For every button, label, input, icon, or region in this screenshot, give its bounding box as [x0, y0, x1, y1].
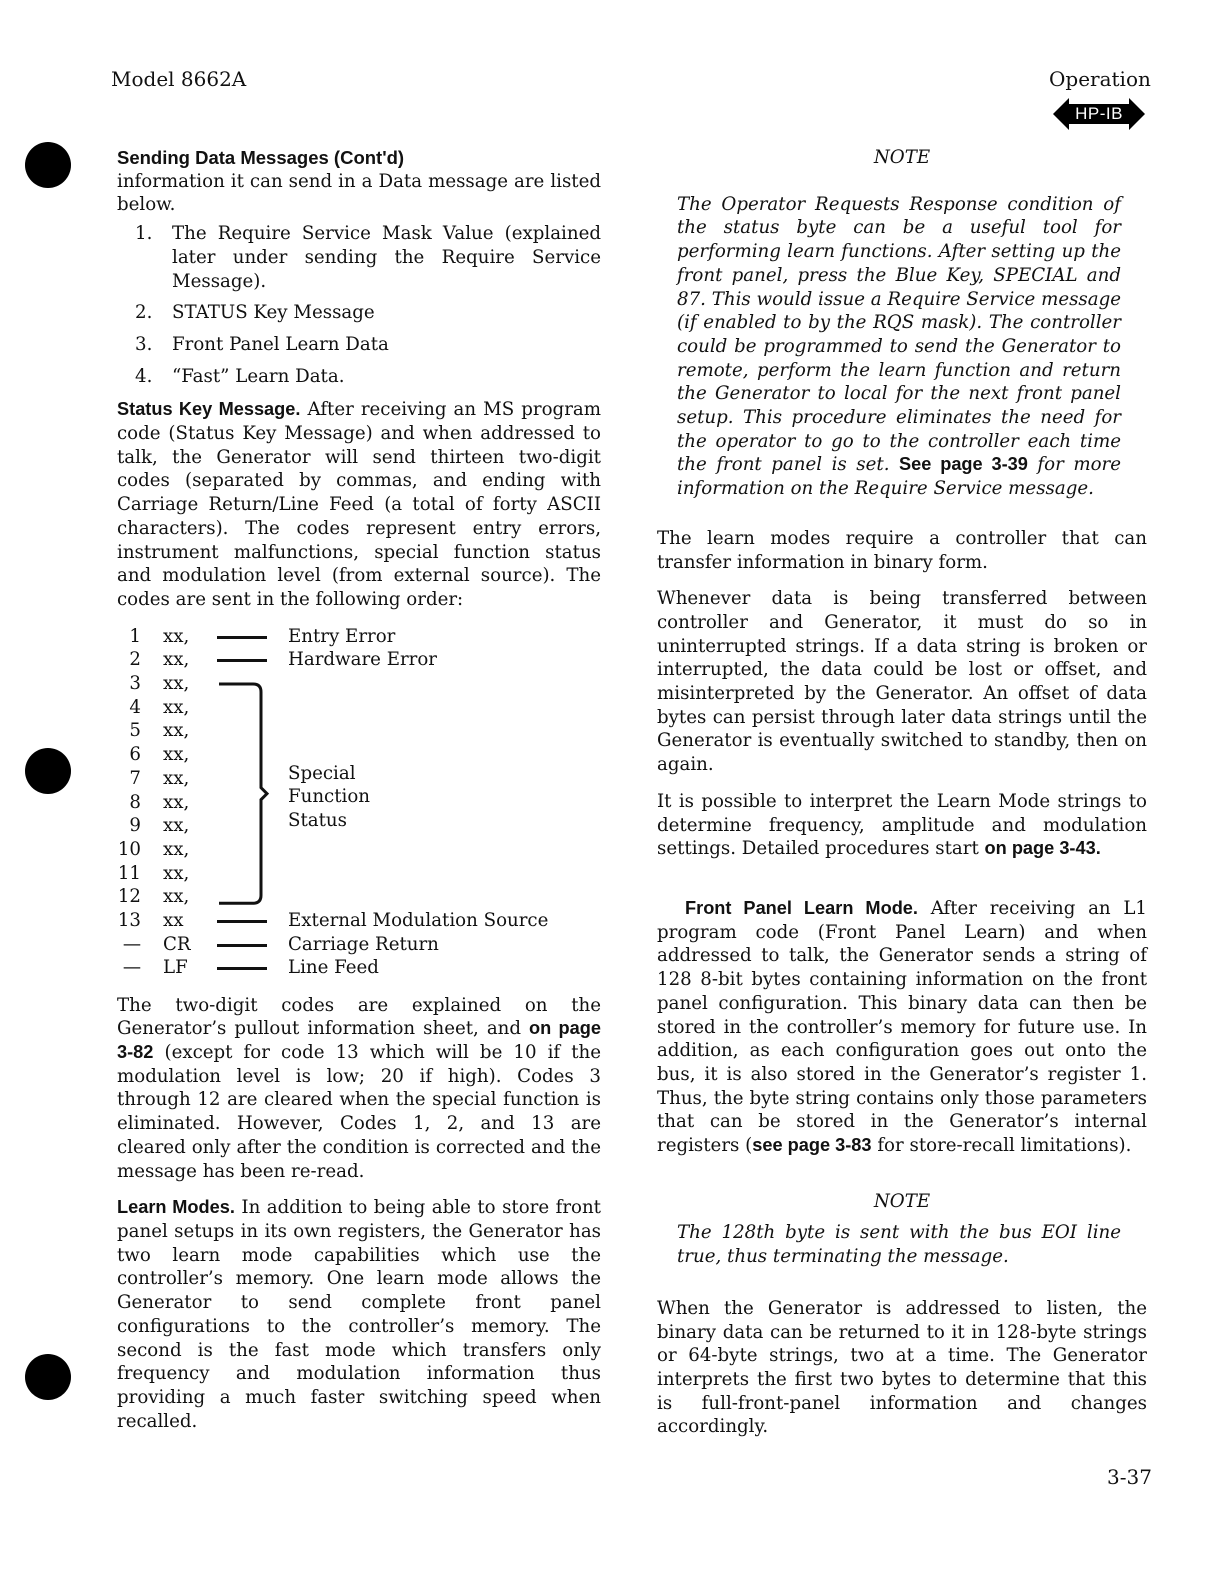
right-column: [657, 146, 1147, 1439]
code-value: xx,: [163, 673, 190, 695]
front-panel-learn-text: After receiving an L1 program code (Front Panel Learn) and when addressed to talk, the Generator sends a string of 128 8-bit bytes containing information on the front panel configuration. This binary data can then be stored in the controller’s memory for future use. In addition, as each configuration goes out onto the bus, it is also stored in the Generator’s register 1. Thus, the byte string contains only those parameters that can be stored in the Generator’s internal registers (: [657, 897, 1147, 1157]
status-key-body: After receiving an MS program code (Status Key Message) and when addressed to talk, the Generator will send thirteen two-digit codes (separated by commas, and ending with Carriage Return/Line Feed (a total of forty ASCII characters). The codes represent entry errors, instrument malfunctions, special function status and modulation level (from external source). The codes are sent in the following order:: [117, 399, 601, 610]
code-label: Hardware Error: [288, 649, 437, 671]
list-item-text: Front Panel Learn Data: [172, 333, 389, 355]
note-body: [657, 193, 1147, 501]
front-panel-learn-paragraph: [657, 897, 1147, 1158]
list-item-number: 1.: [135, 223, 153, 245]
code-index: —: [122, 933, 141, 955]
code-index: —: [122, 957, 141, 979]
status-code-table: [117, 625, 601, 981]
brace-icon: [217, 682, 277, 905]
code-value: xx,: [163, 886, 190, 908]
status-key-title: Status Key Message.: [117, 399, 301, 420]
leader-line: [217, 944, 267, 947]
note-text: for more information on the Require Service message.: [677, 454, 1121, 500]
status-key-paragraph: [117, 398, 601, 611]
note-title: NOTE: [873, 147, 931, 168]
list-item-number: 4.: [135, 365, 153, 387]
brace-label-line: Status: [288, 810, 347, 832]
code-value: xx,: [163, 815, 190, 837]
hp-ib-badge-label: HP-IB: [1075, 104, 1123, 123]
code-index: 11: [117, 862, 141, 884]
code-index: 6: [129, 744, 141, 766]
note-title: NOTE: [873, 1190, 931, 1212]
list-item-text: The Require Service Mask Value (explained later under sending the Require Service Message).: [172, 223, 601, 292]
code-index: 7: [129, 767, 141, 789]
list-item: [117, 333, 601, 357]
code-index: 9: [129, 815, 141, 837]
data-message-list: [117, 222, 601, 388]
code-index: 13: [117, 910, 141, 932]
list-item: [117, 301, 601, 325]
section-header: Operation: [1049, 67, 1151, 91]
code-index: 5: [129, 720, 141, 742]
left-column: [117, 146, 601, 1433]
front-panel-learn-text: for store-recall limitations).: [871, 1135, 1132, 1157]
code-value: xx,: [163, 720, 190, 742]
code-index: 12: [117, 886, 141, 908]
page-reference: on page 3-43.: [984, 838, 1101, 859]
code-index: 3: [129, 673, 141, 695]
hp-ib-badge: [1053, 98, 1145, 130]
leader-line: [217, 636, 267, 639]
binder-hole: [25, 1354, 71, 1400]
learn-modes-title: Learn Modes.: [117, 1197, 235, 1218]
code-label: Carriage Return: [288, 933, 439, 955]
code-value: xx,: [163, 791, 190, 813]
page-reference: see page 3-83: [752, 1135, 872, 1156]
learn-modes-body: In addition to being able to store front panel setups in its own registers, the Generator has two learn mode capabilities which use the controller’s memory. One learn mode allows the Generator to send complete front panel configurations to the controller’s memory. The second is the fast mode which transfers only frequency and modulation information thus providing a much faster switching speed when recalled.: [117, 1197, 601, 1432]
code-value: xx: [163, 910, 184, 932]
page-reference: See page 3-39: [899, 454, 1028, 475]
model-header: Model 8662A: [111, 67, 247, 91]
code-value: xx,: [163, 649, 190, 671]
code-value: xx,: [163, 625, 190, 647]
list-item-text: “Fast” Learn Data.: [172, 365, 345, 387]
codes-explained-text: The two-digit codes are explained on the Generator’s pullout information sheet, and: [117, 994, 601, 1040]
front-panel-learn-title: Front Panel Learn Mode.: [685, 897, 918, 918]
brace-label-line: Special: [288, 762, 356, 784]
list-item-number: 3.: [135, 333, 153, 355]
note-body: The 128th byte is sent with the bus EOI line true, thus terminating the message.: [677, 1222, 1121, 1268]
code-label: External Modulation Source: [288, 910, 549, 932]
code-index: 10: [117, 838, 141, 860]
special-function-status-label: [288, 762, 370, 833]
leader-line: [217, 659, 267, 662]
page-number: 3-37: [1107, 1465, 1152, 1489]
note-text: The Operator Requests Response condition of the status byte can be a useful tool for performing learn functions. After setting up the front panel, press the Blue Key, SPECIAL and 87. This would issue a Require Service message (if enabled to by the RQS mask). The controller could be programmed to send the Generator to remote, perform the learn function and return the Generator to local for the next front panel setup. This procedure eliminates the need for the operator to go to the controller each time the front panel is set.: [677, 193, 1121, 476]
list-item-number: 2.: [135, 302, 153, 324]
codes-explained-text: (except for code 13 which will be 10 if the modulation level is low; 20 if high). Codes 3 through 12 are cleared when the special function is eliminated. However, Codes 1, 2, and 13 are cleared only after the condition is corrected and the message has been re-read.: [117, 1042, 601, 1182]
list-item: [117, 222, 601, 293]
code-label: Line Feed: [288, 957, 379, 979]
list-item: [117, 365, 601, 389]
section-heading: Sending Data Messages (Cont'd): [117, 147, 405, 168]
code-value: LF: [163, 957, 188, 979]
code-index: 4: [129, 696, 141, 718]
code-value: xx,: [163, 744, 190, 766]
code-value: xx,: [163, 696, 190, 718]
list-item-text: STATUS Key Message: [172, 302, 375, 324]
code-value: CR: [163, 933, 191, 955]
code-label: Entry Error: [288, 625, 396, 647]
interpret-text: It is possible to interpret the Learn Mode strings to determine frequency, amplitude and modulation settings. Detailed procedures start: [657, 790, 1147, 860]
page-reference: on page 3-82: [117, 1018, 601, 1063]
binder-hole: [25, 748, 71, 794]
interpret-strings-paragraph: [657, 790, 1147, 861]
uninterrupted-strings-paragraph: Whenever data is being transferred between controller and Generator, it must do so in uninterrupted strings. If a data string is broken or interrupted, the data could be lost or offset, and misinterpreted by the Generator. An offset of data bytes can persist through later data strings until the Generator is eventually switched to standby, then on again.: [657, 588, 1147, 776]
binary-transfer-paragraph: The learn modes require a controller that can transfer information in binary form.: [657, 527, 1147, 573]
intro-paragraph: information it can send in a Data message are listed below.: [117, 170, 601, 216]
code-index: 2: [129, 649, 141, 671]
leader-line: [217, 920, 267, 923]
code-index: 1: [129, 625, 141, 647]
learn-modes-paragraph: [117, 1196, 601, 1433]
code-index: 8: [129, 791, 141, 813]
code-value: xx,: [163, 862, 190, 884]
codes-explained-paragraph: [117, 994, 601, 1184]
code-value: xx,: [163, 767, 190, 789]
listen-mode-paragraph: When the Generator is addressed to listen, the binary data can be returned to it in 128-byte strings or 64-byte strings, two at a time. The Generator interprets the first two bytes to determine that this is full-front-panel information and changes accordingly.: [657, 1297, 1147, 1438]
leader-line: [217, 967, 267, 970]
binder-hole: [25, 142, 71, 188]
code-value: xx,: [163, 838, 190, 860]
brace-label-line: Function: [288, 786, 371, 808]
